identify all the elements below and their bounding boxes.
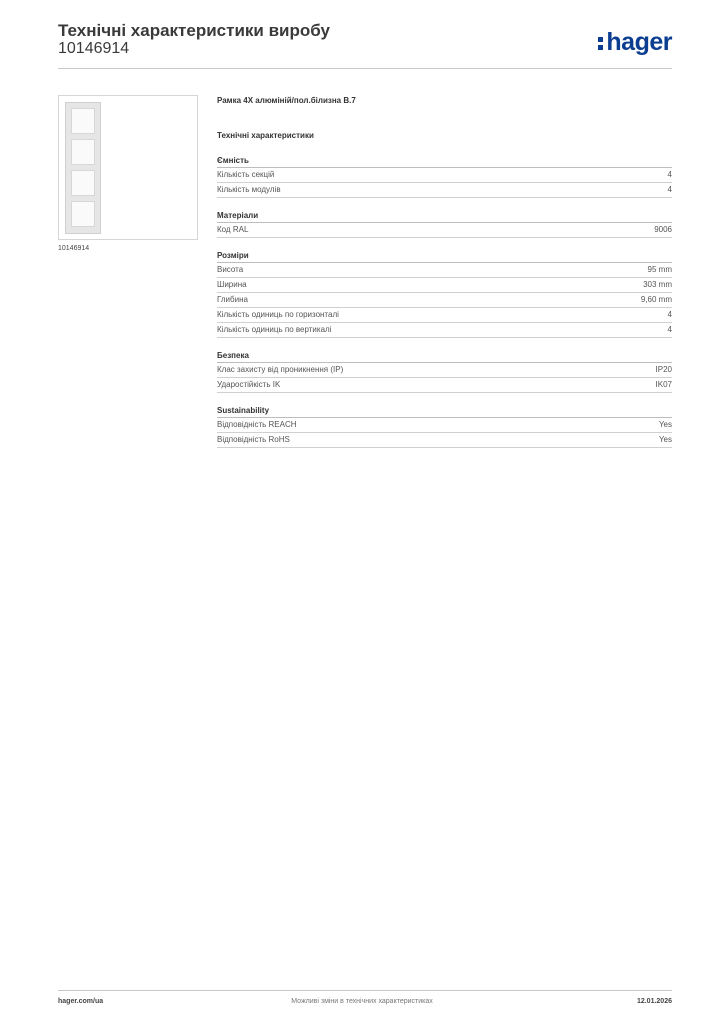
spec-row	[217, 278, 672, 293]
page-title: Технічні характеристики виробу	[58, 21, 330, 40]
spec-value: 9006	[654, 225, 672, 234]
spec-row	[217, 183, 672, 198]
spec-value: IP20	[655, 365, 672, 374]
spec-row	[217, 263, 672, 278]
spec-value: 4	[667, 185, 672, 194]
spec-group-capacity	[217, 155, 672, 198]
frame-slot	[71, 170, 95, 196]
spec-label: Ударостійкість IK	[217, 380, 281, 389]
footer-website: hager.com/ua	[58, 998, 104, 1005]
product-name: Рамка 4X алюміній/пол.білизна B.7	[217, 96, 356, 105]
spec-label: Відповідність RoHS	[217, 435, 290, 444]
spec-label: Кількість модулів	[217, 185, 281, 194]
spec-label: Кількість секцій	[217, 170, 275, 179]
frame-illustration-icon	[65, 102, 101, 234]
header-divider	[58, 68, 672, 69]
specs-heading: Технічні характеристики	[217, 131, 314, 140]
image-caption: 10146914	[58, 245, 90, 252]
spec-row	[217, 308, 672, 323]
footer-notice: Можливі зміни в технічних характеристиках	[291, 998, 433, 1005]
spec-group-safety	[217, 350, 672, 393]
spec-value: 4	[667, 170, 672, 179]
spec-row	[217, 323, 672, 338]
spec-group-dimensions	[217, 250, 672, 338]
group-title: Ємність	[217, 155, 672, 168]
spec-value: 303 mm	[643, 280, 672, 289]
frame-slot	[71, 201, 95, 227]
frame-slot	[71, 108, 95, 134]
footer-date: 12.01.2026	[636, 998, 672, 1005]
logo-text: hager	[606, 28, 672, 56]
frame-slot	[71, 139, 95, 165]
spec-row	[217, 378, 672, 393]
spec-row	[217, 293, 672, 308]
product-code: 10146914	[58, 40, 130, 57]
spec-row	[217, 168, 672, 183]
spec-content	[217, 96, 672, 460]
spec-row	[217, 418, 672, 433]
spec-value: Yes	[658, 435, 672, 444]
spec-label: Кількість одиниць по вертикалі	[217, 325, 332, 334]
group-title: Розміри	[217, 250, 672, 263]
spec-row	[217, 433, 672, 448]
product-image	[58, 95, 198, 240]
footer-divider	[58, 990, 672, 991]
spec-label: Ширина	[217, 280, 247, 289]
spec-value: 9,60 mm	[640, 295, 672, 304]
logo-dots-icon	[598, 36, 603, 51]
spec-group-sustainability	[217, 405, 672, 448]
spec-group-materials	[217, 210, 672, 238]
spec-label: Глибина	[217, 295, 248, 304]
group-title: Sustainability	[217, 405, 672, 418]
spec-label: Клас захисту від проникнення (IP)	[217, 365, 344, 374]
spec-label: Код RAL	[217, 225, 249, 234]
spec-label: Висота	[217, 265, 244, 274]
spec-value: 4	[667, 310, 672, 319]
hager-logo	[598, 28, 672, 56]
group-title: Безпека	[217, 350, 672, 363]
spec-label: Кількість одиниць по горизонталі	[217, 310, 339, 319]
spec-value: Yes	[658, 420, 672, 429]
spec-row	[217, 223, 672, 238]
spec-value: IK07	[655, 380, 672, 389]
group-title: Матеріали	[217, 210, 672, 223]
spec-label: Відповідність REACH	[217, 420, 297, 429]
spec-row	[217, 363, 672, 378]
spec-value: 95 mm	[647, 265, 672, 274]
spec-value: 4	[667, 325, 672, 334]
